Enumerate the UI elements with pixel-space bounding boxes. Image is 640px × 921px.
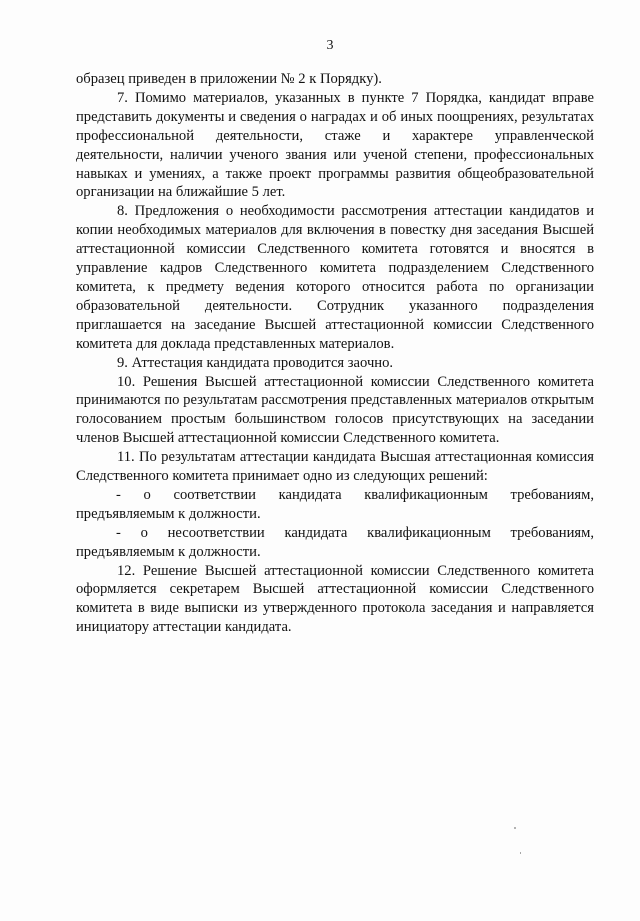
decision-option-noncompliant: - о несоответствии кандидата квалификационным требованиям, предъявляемым к должности. (76, 524, 594, 560)
paragraph-continuation: образец приведен в приложении № 2 к Порядку). (76, 71, 382, 87)
scan-speck (514, 827, 516, 829)
paragraph-item-12: 12. Решение Высшей аттестационной комиссии Следственного комитета оформляется секретарем Высшей аттестационной комиссии Следственного комитета в виде выписки из утвержденного протокола заседания и направляется инициатору аттестации кандидата. (76, 562, 594, 636)
paragraph-item-9: 9. Аттестация кандидата проводится заочно. (117, 354, 394, 371)
scan-speck (520, 852, 521, 854)
paragraph-item-7: 7. Помимо материалов, указанных в пункте 7 Порядка, кандидат вправе представить документы и сведения о наградах и об иных поощрениях, результатах профессиональной деятельности, стаже и характере управленческой деятельности, наличии ученого звания или ученой степени, профессиональных навыках и умениях, а также проект программы развития общеобразовательной организации на ближайшие 5 лет. (76, 89, 594, 201)
page-number: 3 (326, 38, 334, 53)
document-body (76, 70, 594, 637)
paragraph-item-10: 10. Решения Высшей аттестационной комиссии Следственного комитета принимаются по результатам рассмотрения представленных материалов открытым голосованием простым большинством голосов присутствующих на заседании членов Высшей аттестационной комиссии Следственного комитета. (76, 373, 594, 447)
paragraph-item-11: 11. По результатам аттестации кандидата Высшая аттестационная комиссия Следственного комитета принимает одно из следующих решений: (76, 449, 594, 485)
decision-option-compliant: - о соответствии кандидата квалификационным требованиям, предъявляемым к должности. (76, 486, 594, 522)
paragraph-item-8: 8. Предложения о необходимости рассмотрения аттестации кандидатов и копии необходимых материалов для включения в повестку дня заседания Высшей аттестационной комиссии Следственного комитета готовятся и вносятся в управление кадров Следственного комитета подразделением Следственного комитета, к предмету ведения которого относится работа по организации образовательной деятельности. Сотрудник указанного подразделения приглашается на заседание Высшей аттестационной комиссии Следственного комитета для доклада представленных материалов. (76, 203, 594, 352)
